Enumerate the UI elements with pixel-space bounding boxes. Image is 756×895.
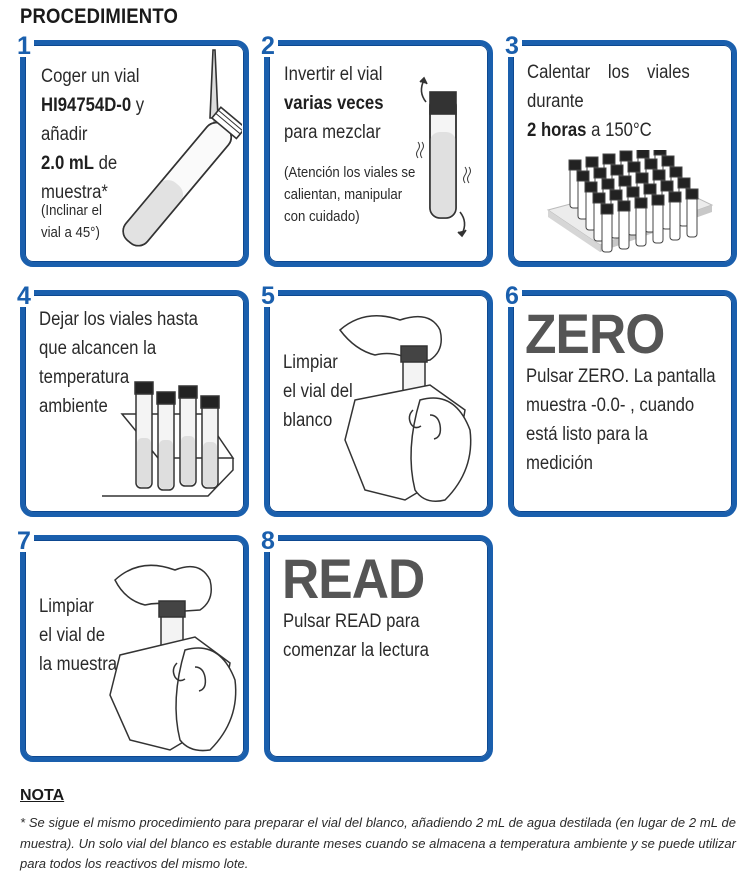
block-vial-cap — [670, 167, 682, 177]
block-vial-cap — [585, 182, 597, 192]
block-vial-cap — [593, 193, 605, 203]
block-vial-cap — [586, 157, 598, 167]
block-vial — [636, 206, 646, 246]
block-vial-cap — [645, 159, 657, 169]
block-vial-cap — [686, 189, 698, 199]
block-vial-cap — [628, 162, 640, 172]
block-vial-cap — [620, 151, 632, 161]
block-vial-cap — [611, 165, 623, 175]
block-vial-cap — [602, 179, 614, 189]
block-vial-cap — [619, 176, 631, 186]
block-vial-cap — [662, 156, 674, 166]
vial-rack-illustration — [98, 378, 243, 503]
heating-block-illustration — [540, 150, 715, 260]
block-vial — [602, 212, 612, 252]
note-heading: NOTA — [20, 787, 65, 804]
invert-vial-illustration — [410, 72, 485, 247]
step-number-1: 1 — [14, 35, 34, 57]
step-number-8: 8 — [258, 530, 278, 552]
step-1-note: (Inclinar el vial a 45°) — [41, 202, 102, 241]
step-number-5: 5 — [258, 285, 278, 307]
block-vial-cap — [618, 201, 630, 211]
block-vial-cap — [635, 198, 647, 208]
step-8-text: Pulsar READ para comenzar la lectura — [283, 611, 429, 661]
block-vial-cap — [678, 178, 690, 188]
step-number-2: 2 — [258, 35, 278, 57]
step-2-text: Invertir el vial varias veces para mezclar — [284, 64, 384, 143]
note-text: * Se sigue el mismo procedimiento para preparar el vial del blanco, añadiendo 2 mL de agua destilada (en lugar de 2 mL de muestra). Un solo vial del blanco es estable durante meses cuando se almacena a temperatura ambiente y se puede utilizar para todos los reactivos del mismo lote. — [20, 815, 736, 871]
step-number-7: 7 — [14, 530, 34, 552]
step-2-note: (Atención los viales se calientan, manipular con cuidado) — [284, 164, 416, 225]
block-vial-cap — [594, 168, 606, 178]
step-1-line-5: muestra* — [41, 182, 108, 203]
block-vial-cap — [627, 187, 639, 197]
block-vial — [619, 209, 629, 249]
block-vial — [653, 203, 663, 243]
block-vial-cap — [652, 195, 664, 205]
pipette-vial-illustration — [112, 48, 242, 258]
wipe-blank-vial-illustration — [335, 300, 485, 510]
step-6-text: Pulsar ZERO. La pantalla muestra -0.0- , cuando está listo para la medición — [526, 366, 716, 474]
block-vial-cap — [636, 173, 648, 183]
step-5-text: Limpiar el vial del blanco — [283, 352, 353, 431]
step-3-text: Calentar los viales durante 2 horas a 150°C — [527, 62, 690, 141]
page-title: PROCEDIMIENTO — [20, 5, 179, 28]
block-vial-cap — [669, 192, 681, 202]
block-vial-cap — [637, 150, 649, 158]
block-vial-cap — [577, 171, 589, 181]
step-number-4: 4 — [14, 285, 34, 307]
step-7-text: Limpiar el vial de la muestra — [39, 596, 118, 675]
block-vial-cap — [601, 204, 613, 214]
step-1-line-3: añadir — [41, 124, 88, 145]
block-vial — [670, 200, 680, 240]
block-vial-cap — [644, 184, 656, 194]
step-1-line-1: Coger un vial — [41, 66, 140, 87]
block-vial-cap — [603, 154, 615, 164]
step-1-line-4: 2.0 mL de — [41, 153, 118, 174]
step-4-text: Dejar los viales hasta que alcancen la temperatura ambiente — [39, 309, 198, 417]
block-vial-cap — [569, 160, 581, 170]
step-number-6: 6 — [502, 285, 522, 307]
zero-label: ZERO — [525, 302, 665, 365]
block-vial-cap — [661, 181, 673, 191]
step-number-3: 3 — [502, 35, 522, 57]
block-vial-cap — [654, 150, 666, 155]
read-label: READ — [282, 547, 425, 610]
block-vial-cap — [610, 190, 622, 200]
wipe-sample-vial-illustration — [105, 545, 245, 755]
block-vial — [687, 197, 697, 237]
block-vial-cap — [653, 170, 665, 180]
step-1-line-2: HI94754D-0 y — [41, 95, 145, 116]
